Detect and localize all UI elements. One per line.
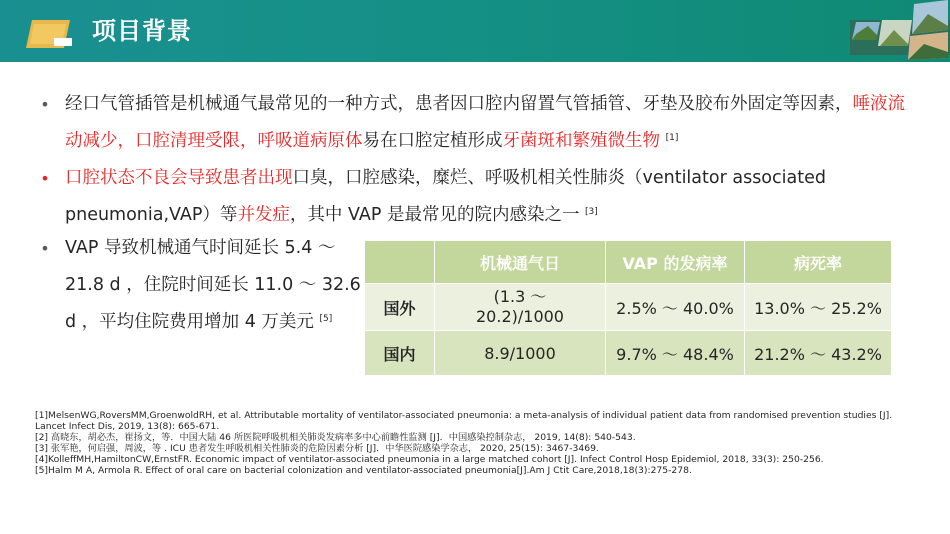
logo-icon: [22, 18, 74, 50]
table-cell: [435, 284, 606, 331]
table-cell: 13.0% ～ 25.2%: [745, 284, 892, 331]
table-header-cell: 病死率: [745, 241, 892, 284]
table-row: [365, 331, 892, 376]
bullet-text: 口臭，口腔感染，糜烂、呼吸机相关性肺炎（ventilator associated pneumonia,VAP）等: [65, 168, 826, 225]
reference-item: [4]KolleffMH,HamiltonCW,ErnstFR. Economic impact of ventilator-associated pneumonia in a large matched cohort [J]. Infect Control Hosp Epidemiol, 2018, 33(3): 250-256.: [35, 454, 824, 465]
bullet-text: ，其中 VAP 是最常见的院内感染之一: [289, 205, 580, 225]
bullet-highlight: 唾液流动减少，口腔清理受限，呼吸道病原体: [65, 94, 905, 151]
title-bar: [0, 0, 950, 62]
page-title: 项目背景: [92, 17, 192, 45]
bullet-dot: •: [40, 95, 50, 114]
reference-item: [3] 张军艳，何启强，周波，等 . ICU 患者发生呼吸机相关性肺炎的危险因素分析 [J]．中华医院感染学杂志， 2020, 25(15): 3467-3469.: [35, 443, 599, 454]
table-header-cell: [365, 241, 435, 284]
citation-ref: [3]: [585, 207, 598, 217]
reference-item: [2] 高晓东，胡必杰，崔扬文，等．中国大陆 46 所医院呼吸机相关肺炎发病率多中心前瞻性监测 [J]．中国感染控制杂志， 2019, 14(8): 540-543.: [35, 432, 636, 443]
bullet-item-complications: [38, 160, 918, 234]
bullet-dot: •: [40, 169, 50, 188]
reference-list: [35, 410, 915, 476]
bullet-highlight: 并发症: [237, 205, 290, 225]
bullet-text: VAP 导致机械通气时间延长 5.4 ～ 21.8 d ，住院时间延长 11.0 ～ 32.6 d ，平均住院费用增加 4 万美元: [65, 238, 361, 332]
table-header-cell: 机械通气日: [435, 241, 606, 284]
table-cell: 9.7% ～ 48.4%: [606, 331, 745, 376]
reference-item: [5]Halm M A, Armola R. Effect of oral care on bacterial colonization and ventilator-associated pneumonia[J].Am J Ctit Care,2018,18(3):275-278.: [35, 465, 692, 476]
bullet-highlight: 口腔状态不良会导致患者出现: [65, 168, 293, 188]
table-cell: 8.9/1000: [435, 331, 606, 376]
landscape-photos-icon: [850, 0, 950, 62]
table-row-header: 国外: [365, 284, 435, 331]
citation-ref: [1]: [665, 133, 679, 143]
table-header-row: [365, 241, 892, 284]
table-row: [365, 284, 892, 331]
citation-ref: [5]: [319, 314, 333, 324]
vap-statistics-table: [364, 240, 892, 376]
table-cell-text: (1.3 ～ 20.2)/1000: [476, 287, 564, 326]
bullet-item-oral-intubation: [38, 86, 918, 160]
bullet-highlight: 牙菌斑和繁殖微生物: [502, 131, 660, 151]
table-header-cell: VAP 的发病率: [606, 241, 745, 284]
bullet-text: 经口气管插管是机械通气最常见的一种方式，患者因口腔内留置气管插管、牙垫及胶布外固定等因素，: [65, 94, 853, 114]
bullet-dot: •: [40, 239, 50, 258]
table-cell: 2.5% ～ 40.0%: [606, 284, 745, 331]
bullet-text: 易在口腔定植形成: [362, 131, 503, 151]
bullet-list: [38, 86, 918, 234]
bullet-item-vap-impact: [38, 230, 365, 341]
reference-item: [1]MelsenWG,RoversMM,GroenwoldRH, et al. Attributable mortality of ventilator-associated pneumonia: a meta-analysis of individual patient data from randomised prevention studies [J]. Lancet Infect Dis, 2019, 13(8): 665-671.: [35, 410, 896, 432]
table-row-header: 国内: [365, 331, 435, 376]
table-cell: 21.2% ～ 43.2%: [745, 331, 892, 376]
